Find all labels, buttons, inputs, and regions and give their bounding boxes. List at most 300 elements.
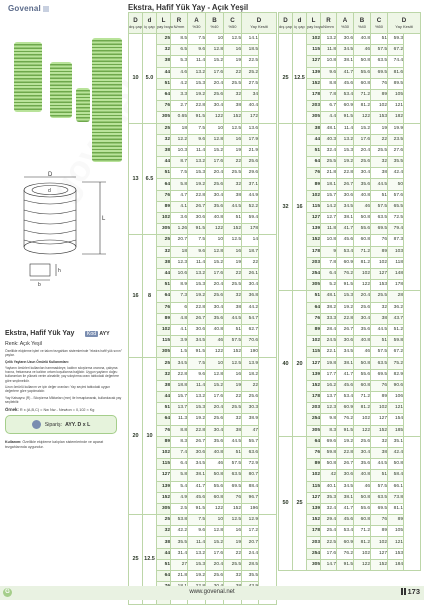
length-cell: 51 [157, 559, 171, 570]
rate-cell: 33.3 [321, 313, 337, 324]
rate-cell: 8.5 [171, 34, 188, 45]
defl-a-cell: 22.8 [337, 447, 354, 458]
rate-cell: 7.8 [321, 257, 337, 268]
defl-a-cell: 7.5 [188, 358, 206, 369]
defl-a-cell: 13.2 [188, 157, 206, 168]
defl-b-cell: 15.2 [354, 123, 371, 134]
defl-b-cell: 12.8 [206, 369, 224, 380]
defl-b-cell: 122 [354, 559, 371, 570]
rate-cell: 4.1 [171, 324, 188, 335]
length-cell: 51 [157, 403, 171, 414]
rate-cell: 9.8 [321, 414, 337, 425]
section-cell: 121 [388, 537, 404, 548]
rate-cell: 10.8 [321, 56, 337, 67]
website[interactable]: www.govenal.net [189, 589, 235, 595]
rate-cell: 3.6 [171, 213, 188, 224]
outer-diameter: 40 [279, 291, 293, 436]
length-cell: 51 [157, 78, 171, 89]
defl-a-cell: 91.5 [337, 112, 354, 123]
length-cell: 102 [307, 34, 321, 45]
length-cell: 64 [307, 436, 321, 447]
rate-cell: 5.8 [171, 470, 188, 481]
defl-b-cell: 10 [206, 358, 224, 369]
rate-cell: 6.4 [171, 459, 188, 470]
length-cell: 178 [307, 392, 321, 403]
rate-text: Yay Katsayısı (R) - Sıkıştırma Miktarları (mm) ile hesaplanarak, kullanılacak yay seçilebilir. [5, 395, 122, 404]
defl-a-cell: 38.1 [337, 492, 354, 503]
section-cell: 82.9 [388, 369, 404, 380]
rate-cell: 17.7 [321, 369, 337, 380]
length-cell: 38 [157, 380, 171, 391]
defl-c-cell: 22 [224, 67, 242, 78]
defl-a-cell: 34.5 [337, 347, 354, 358]
defl-c-cell: 152 [371, 425, 388, 436]
defl-a-cell: 15.3 [337, 291, 354, 302]
length-cell: 32 [157, 45, 171, 56]
section-cell: 79.4 [388, 224, 404, 235]
section-cell: 25.2 [242, 67, 259, 78]
length-cell: 44 [157, 548, 171, 559]
section-cell: 105 [388, 89, 404, 100]
defl-b-cell: 30.4 [206, 190, 224, 201]
section-cell: 26.1 [242, 268, 259, 279]
section-cell: 30.4 [242, 280, 259, 291]
section-cell: 38.9 [242, 414, 259, 425]
section-cell: 44.9 [242, 190, 259, 201]
defl-c-cell: 152 [371, 559, 388, 570]
defl-a-cell: 30.6 [188, 213, 206, 224]
defl-a-cell: 7.5 [188, 235, 206, 246]
defl-c-cell: 38 [224, 302, 242, 313]
rate-cell: 19.8 [321, 358, 337, 369]
length-cell: 139 [307, 224, 321, 235]
section-cell: 35.1 [388, 436, 404, 447]
defl-c-cell: 57.5 [224, 459, 242, 470]
defl-c-cell: 57.5 [371, 481, 388, 492]
defl-a-cell: 30.6 [337, 34, 354, 45]
rate-cell: 28.4 [321, 324, 337, 335]
defl-a-cell: 22.8 [188, 190, 206, 201]
defl-a-cell: 45.6 [337, 380, 354, 391]
length-cell: 115 [307, 45, 321, 56]
defl-c-cell: 32 [224, 291, 242, 302]
section-cell: 25.6 [242, 157, 259, 168]
defl-c-cell: 22 [224, 548, 242, 559]
defl-b-cell: 60.8 [354, 380, 371, 391]
length-cell: 139 [157, 481, 171, 492]
defl-b-cell: 10 [206, 123, 224, 134]
defl-a-cell: 19.2 [188, 414, 206, 425]
section-cell: 63.6 [242, 447, 259, 458]
usage-heading: Çelik Yayların Uzun Ömürlü Kullanımları: [5, 359, 69, 364]
section-cell: 42.4 [388, 168, 404, 179]
section-cell: 185 [388, 425, 404, 436]
rate-cell: 8.9 [171, 280, 188, 291]
header-col-L: L yay boyu [157, 13, 171, 34]
defl-a-cell: 45.6 [337, 235, 354, 246]
wire-section [259, 123, 277, 235]
defl-a-cell: 11.4 [337, 123, 354, 134]
defl-a-cell: 11.4 [188, 145, 206, 156]
header-col-B: B %40 [206, 13, 224, 34]
length-cell: 203 [307, 101, 321, 112]
defl-c-cell: 44.5 [371, 179, 388, 190]
defl-a-cell: 38.1 [337, 213, 354, 224]
rate-cell: 16.2 [321, 380, 337, 391]
defl-a-cell: 22.8 [337, 313, 354, 324]
defl-c-cell: 76 [224, 492, 242, 503]
header-col-C: C %50 [224, 13, 242, 34]
defl-b-cell: 50.8 [206, 470, 224, 481]
section-cell: 106 [388, 392, 404, 403]
defl-c-cell: 51 [371, 336, 388, 347]
wire-section [404, 34, 421, 124]
defl-a-cell: 13.2 [337, 134, 354, 145]
outer-diameter: 25 [129, 515, 143, 605]
rate-cell: 6.5 [171, 45, 188, 56]
defl-c-cell: 153 [371, 280, 388, 291]
defl-b-cell: 46 [206, 336, 224, 347]
rate-cell: 69.6 [321, 436, 337, 447]
section-cell: 154 [388, 414, 404, 425]
defl-c-cell: 25.5 [224, 403, 242, 414]
defl-a-cell: 19.2 [188, 89, 206, 100]
defl-b-cell: 35.6 [354, 459, 371, 470]
length-cell: 38 [307, 123, 321, 134]
defl-b-cell: 40.8 [354, 336, 371, 347]
defl-a-cell: 7.5 [188, 123, 206, 134]
defl-c-cell: 22 [371, 134, 388, 145]
defl-b-cell: 55.6 [354, 369, 371, 380]
length-cell: 127 [307, 358, 321, 369]
length-cell: 76 [157, 302, 171, 313]
section-cell: 89 [388, 515, 404, 526]
spec-table-1 [128, 12, 277, 605]
section-cell: 184 [388, 559, 404, 570]
section-cell: 35.5 [242, 571, 259, 582]
defl-c-cell: 63.5 [371, 213, 388, 224]
spring-photo-tall [92, 38, 122, 162]
defl-b-cell: 102 [354, 414, 371, 425]
section-cell: 34 [242, 89, 259, 100]
defl-a-cell: 91.5 [188, 224, 206, 235]
defl-b-cell: 17.6 [206, 268, 224, 279]
defl-a-cell: 34.5 [188, 459, 206, 470]
inner-diameter: 10 [143, 358, 157, 515]
defl-a-cell: 11.4 [188, 257, 206, 268]
defl-c-cell: 152 [224, 347, 242, 358]
defl-a-cell: 76.2 [337, 268, 354, 279]
inner-diameter: 25 [293, 436, 307, 570]
outer-diameter: 16 [129, 235, 143, 358]
length-cell: 305 [157, 112, 171, 123]
header-col-section: D Yay Kesiti [242, 13, 277, 34]
outer-diameter: 50 [279, 436, 293, 570]
defl-b-cell: 10 [206, 34, 224, 45]
rate-cell: 5.3 [171, 56, 188, 67]
rate-cell: 12.3 [171, 257, 188, 268]
section-cell: 90.6 [388, 380, 404, 391]
defl-a-cell: 30.6 [337, 190, 354, 201]
defl-a-cell: 38.1 [337, 56, 354, 67]
defl-a-cell: 41.7 [337, 67, 354, 78]
length-cell: 64 [157, 291, 171, 302]
defl-a-cell: 34.5 [337, 201, 354, 212]
defl-b-cell: 20.4 [206, 403, 224, 414]
defl-c-cell: 32 [224, 414, 242, 425]
header-col-D: D dış çap [279, 13, 293, 34]
rate-cell: 15.7 [321, 190, 337, 201]
defl-b-cell: 25.6 [206, 89, 224, 100]
defl-c-cell: 32 [371, 157, 388, 168]
header-col-d: d iç çap [293, 13, 307, 34]
length-cell: 305 [307, 559, 321, 570]
defl-c-cell: 12.5 [224, 123, 242, 134]
defl-c-cell: 38 [371, 447, 388, 458]
rate-cell: 20.7 [171, 235, 188, 246]
section-cell: 44.2 [242, 302, 259, 313]
length-cell: 44 [157, 157, 171, 168]
defl-a-cell: 53.4 [337, 392, 354, 403]
rate-cell: 22.8 [171, 369, 188, 380]
section-cell: 72.5 [388, 213, 404, 224]
table-row [279, 291, 421, 302]
defl-c-cell: 102 [371, 257, 388, 268]
defl-c-cell: 44.5 [224, 201, 242, 212]
defl-a-cell: 15.3 [188, 168, 206, 179]
rate-cell: 6.7 [321, 101, 337, 112]
rate-cell: 12.7 [321, 213, 337, 224]
defl-b-cell: 102 [354, 268, 371, 279]
length-cell: 115 [157, 336, 171, 347]
length-cell: 254 [307, 414, 321, 425]
section-cell: 153 [388, 548, 404, 559]
spring-photo-large [14, 42, 42, 112]
defl-a-cell: 19.2 [337, 157, 354, 168]
defl-b-cell: 81.2 [354, 257, 371, 268]
length-cell: 152 [307, 515, 321, 526]
defl-c-cell: 51 [224, 213, 242, 224]
outer-diameter: 10 [129, 34, 143, 124]
defl-b-cell: 10 [206, 515, 224, 526]
defl-c-cell: 19 [371, 123, 388, 134]
section-cell: 196 [242, 503, 259, 514]
length-cell: 64 [307, 157, 321, 168]
section-cell: 57.6 [388, 190, 404, 201]
length-cell: 102 [307, 190, 321, 201]
defl-b-cell: 17.6 [206, 548, 224, 559]
defl-a-cell: 22.8 [188, 302, 206, 313]
defl-b-cell: 81.2 [354, 101, 371, 112]
defl-b-cell: 35.6 [206, 436, 224, 447]
table-row [129, 123, 277, 134]
section-cell: 22 [242, 257, 259, 268]
defl-b-cell: 30.4 [206, 302, 224, 313]
defl-a-cell: 45.6 [337, 515, 354, 526]
section-cell: 14 [242, 235, 259, 246]
defl-a-cell: 13.2 [188, 548, 206, 559]
lifetime-text: Uzun ömürlü kullanım ve için değer oranları: Yay seçimi tablodaki uygun değerlere göre yapılmalıdır. [5, 385, 111, 394]
length-cell: 89 [157, 313, 171, 324]
rate-cell: 4.2 [171, 78, 188, 89]
length-cell: 203 [307, 537, 321, 548]
defl-c-cell: 19 [224, 145, 242, 156]
defl-a-cell: 7.5 [188, 515, 206, 526]
length-cell: 64 [157, 89, 171, 100]
defl-a-cell: 13.2 [188, 268, 206, 279]
length-cell: 152 [307, 235, 321, 246]
defl-a-cell: 19.2 [337, 302, 354, 313]
rate-cell: 31.4 [171, 548, 188, 559]
length-cell: 89 [307, 459, 321, 470]
defl-b-cell: 15.2 [206, 145, 224, 156]
section-cell: 72.9 [242, 459, 259, 470]
header-col-A: A %30 [337, 13, 354, 34]
defl-c-cell: 51 [371, 190, 388, 201]
header-col-R: R N/mm [171, 13, 188, 34]
defl-c-cell: 25.5 [371, 145, 388, 156]
rate-cell: 18.1 [321, 179, 337, 190]
defl-b-cell: 20.4 [206, 559, 224, 570]
section-cell: 66.1 [388, 481, 404, 492]
defl-c-cell: 22 [224, 268, 242, 279]
defl-a-cell: 30.6 [337, 336, 354, 347]
defl-b-cell: 25.6 [354, 302, 371, 313]
section-cell: 121 [388, 403, 404, 414]
length-cell: 76 [157, 190, 171, 201]
defl-a-cell: 60.9 [337, 537, 354, 548]
defl-b-cell: 122 [354, 112, 371, 123]
defl-c-cell: 12.5 [224, 515, 242, 526]
inner-diameter: 6.5 [143, 123, 157, 235]
defl-b-cell: 50.8 [354, 492, 371, 503]
defl-c-cell: 44.5 [224, 313, 242, 324]
defl-c-cell: 69.5 [371, 224, 388, 235]
length-cell: 139 [307, 503, 321, 514]
defl-b-cell: 30.4 [206, 101, 224, 112]
defl-a-cell: 26.7 [337, 179, 354, 190]
length-cell: 51 [157, 280, 171, 291]
length-cell: 64 [157, 179, 171, 190]
defl-c-cell: 19 [224, 257, 242, 268]
defl-a-cell: 26.7 [188, 313, 206, 324]
inner-diameter: 5.0 [143, 34, 157, 124]
section-cell: 28.5 [242, 559, 259, 570]
defl-c-cell: 127 [371, 414, 388, 425]
defl-a-cell: 11.4 [188, 56, 206, 67]
rate-cell: 9.6 [321, 67, 337, 78]
length-cell: 152 [307, 380, 321, 391]
rate-cell: 7.3 [171, 291, 188, 302]
section-cell: 28 [388, 291, 404, 302]
defl-c-cell: 57.5 [371, 347, 388, 358]
rate-cell: 42.2 [171, 526, 188, 537]
defl-a-cell: 15.3 [337, 145, 354, 156]
defl-c-cell: 16 [224, 134, 242, 145]
dimension-drawing [10, 172, 128, 292]
defl-b-cell: 122 [354, 280, 371, 291]
outer-diameter: 25 [279, 34, 293, 124]
defl-a-cell: 26.7 [337, 324, 354, 335]
defl-a-cell: 41.7 [337, 224, 354, 235]
defl-b-cell: 15.2 [206, 257, 224, 268]
defl-b-cell: 12.8 [206, 526, 224, 537]
section-cell: 73.8 [388, 492, 404, 503]
section-cell: 19.9 [388, 123, 404, 134]
section-cell: 30.3 [242, 403, 259, 414]
defl-c-cell: 63.5 [371, 358, 388, 369]
length-cell: 102 [157, 324, 171, 335]
rate-cell: 4.6 [171, 67, 188, 78]
rate-cell: 35.3 [321, 492, 337, 503]
header-col-D: D dış çap [129, 13, 143, 34]
rate-cell: 7.5 [171, 168, 188, 179]
defl-c-cell: 63.5 [224, 470, 242, 481]
defl-a-cell: 30.6 [337, 470, 354, 481]
defl-b-cell: 12.8 [206, 246, 224, 257]
defl-b-cell: 15.2 [206, 537, 224, 548]
page-footer [0, 586, 424, 600]
defl-a-cell: 11.4 [188, 537, 206, 548]
defl-c-cell: 16 [224, 526, 242, 537]
rate-cell: 40.1 [321, 481, 337, 492]
rate-cell: 3.3 [171, 89, 188, 100]
length-cell: 64 [157, 571, 171, 582]
length-cell: 203 [307, 257, 321, 268]
defl-b-cell: 122 [206, 347, 224, 358]
length-cell: 89 [307, 179, 321, 190]
length-cell: 89 [157, 201, 171, 212]
defl-c-cell: 25.5 [371, 291, 388, 302]
defl-b-cell: 122 [206, 224, 224, 235]
defl-c-cell: 44.5 [371, 459, 388, 470]
section-cell: 13.6 [242, 123, 259, 134]
defl-a-cell: 41.7 [337, 369, 354, 380]
rate-cell: 6 [171, 302, 188, 313]
page-number: 173 [401, 587, 420, 596]
rate-cell: 21.8 [171, 571, 188, 582]
rate-cell: 25.5 [321, 157, 337, 168]
length-cell: 305 [307, 280, 321, 291]
length-cell: 254 [307, 268, 321, 279]
section-cell: 18.7 [242, 246, 259, 257]
defl-a-cell: 13.2 [188, 67, 206, 78]
defl-a-cell: 41.7 [188, 481, 206, 492]
length-cell: 102 [157, 213, 171, 224]
defl-b-cell: 20.4 [206, 78, 224, 89]
wire-section [404, 436, 421, 570]
defl-c-cell: 69.5 [371, 369, 388, 380]
rate-cell: 8.3 [171, 436, 188, 447]
defl-c-cell: 38 [224, 190, 242, 201]
defl-a-cell: 15.3 [188, 403, 206, 414]
section-cell: 22 [242, 380, 259, 391]
example-formula: Örnek: R x (A,B,C) = Nw Nw - Newton = 0,102 ≈ Kg [5, 407, 95, 413]
defl-a-cell: 91.5 [188, 347, 206, 358]
section-cell: 51.2 [388, 324, 404, 335]
rate-cell: 0.65 [171, 112, 188, 123]
defl-a-cell: 15.3 [188, 78, 206, 89]
defl-a-cell: 9.6 [188, 526, 206, 537]
defl-a-cell: 53.4 [337, 526, 354, 537]
rate-cell: 11.8 [321, 224, 337, 235]
section-cell: 14.1 [242, 34, 259, 45]
rate-cell: 21.8 [321, 168, 337, 179]
defl-a-cell: 34.5 [337, 45, 354, 56]
outer-diameter: 13 [129, 123, 143, 235]
rate-cell: 48.1 [321, 291, 337, 302]
rate-cell: 11.3 [171, 414, 188, 425]
